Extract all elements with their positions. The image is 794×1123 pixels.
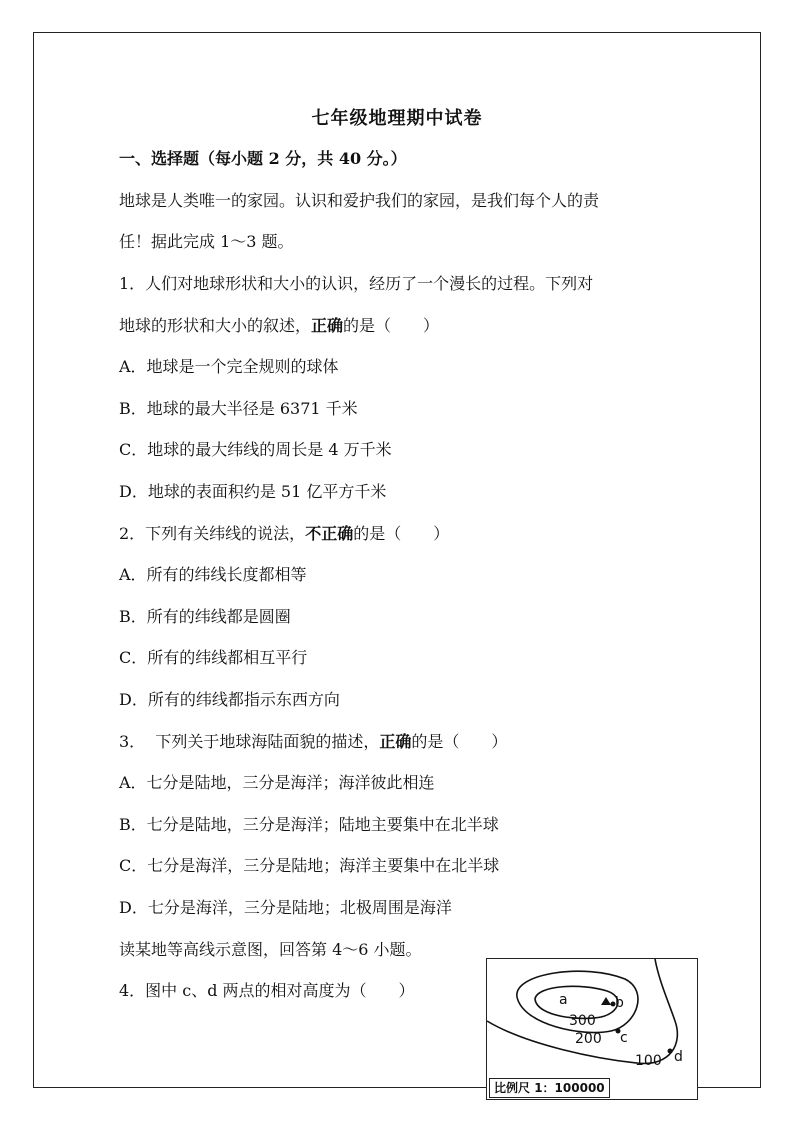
question-2-stem: 2．下列有关纬线的说法，不正确的是（ ）: [119, 524, 450, 543]
contour-100-label: 100: [635, 1053, 662, 1069]
question-3-option-b: B．七分是陆地，三分是海洋；陆地主要集中在北半球: [119, 815, 499, 834]
question-2-option-a: A．所有的纬线长度都相等: [119, 565, 307, 584]
question-2-option-c: C．所有的纬线都相互平行: [119, 648, 308, 667]
contour-300-label: 300: [569, 1013, 596, 1029]
question-3-option-a: A．七分是陆地，三分是海洋；海洋彼此相连: [119, 773, 435, 792]
question-1-stem-line-2: 地球的形状和大小的叙述，正确的是（ ）: [119, 316, 440, 335]
question-1-option-b: B．地球的最大半径是 6371 千米: [119, 399, 358, 418]
emphasis: 正确: [311, 316, 344, 335]
point-a-label: a: [559, 992, 568, 1008]
question-3-option-c: C．七分是海洋，三分是陆地；海洋主要集中在北半球: [119, 856, 500, 875]
question-3-option-d: D．七分是海洋，三分是陆地；北极周围是海洋: [119, 898, 452, 917]
question-2-option-d: D．所有的纬线都指示东西方向: [119, 690, 340, 709]
question-2-option-b: B．所有的纬线都是圆圈: [119, 607, 291, 626]
contour-200-label: 200: [575, 1031, 602, 1047]
intro-line-1: 地球是人类唯一的家园。认识和爱护我们的家园，是我们每个人的责: [119, 191, 600, 210]
question-1-option-c: C．地球的最大纬线的周长是 4 万千米: [119, 440, 392, 459]
question-4-stem: 4．图中 c、d 两点的相对高度为（ ）: [119, 981, 415, 1000]
question-3-stem: 3． 下列关于地球海陆面貌的描述，正确的是（ ）: [119, 732, 508, 751]
question-1-option-d: D．地球的表面积约是 51 亿平方千米: [119, 482, 387, 501]
question-1-stem-line-1: 1．人们对地球形状和大小的认识，经历了一个漫长的过程。下列对: [119, 274, 594, 293]
exam-title: 七年级地理期中试卷: [311, 108, 483, 129]
contour-intro: 读某地等高线示意图，回答第 4～6 小题。: [119, 940, 422, 959]
question-1-option-a: A．地球是一个完全规则的球体: [119, 357, 339, 376]
emphasis: 不正确: [305, 524, 354, 543]
contour-map-figure: [486, 958, 698, 1100]
point-d-label: d: [674, 1049, 683, 1065]
point-b-label: b: [615, 995, 624, 1011]
intro-line-2: 任！据此完成 1～3 题。: [119, 232, 294, 251]
point-c-label: c: [620, 1030, 628, 1046]
scale-bar: 比例尺 1：100000: [489, 1078, 610, 1098]
emphasis: 正确: [379, 732, 412, 751]
section-heading: 一、选择题（每小题 2 分，共 40 分。）: [119, 149, 407, 168]
